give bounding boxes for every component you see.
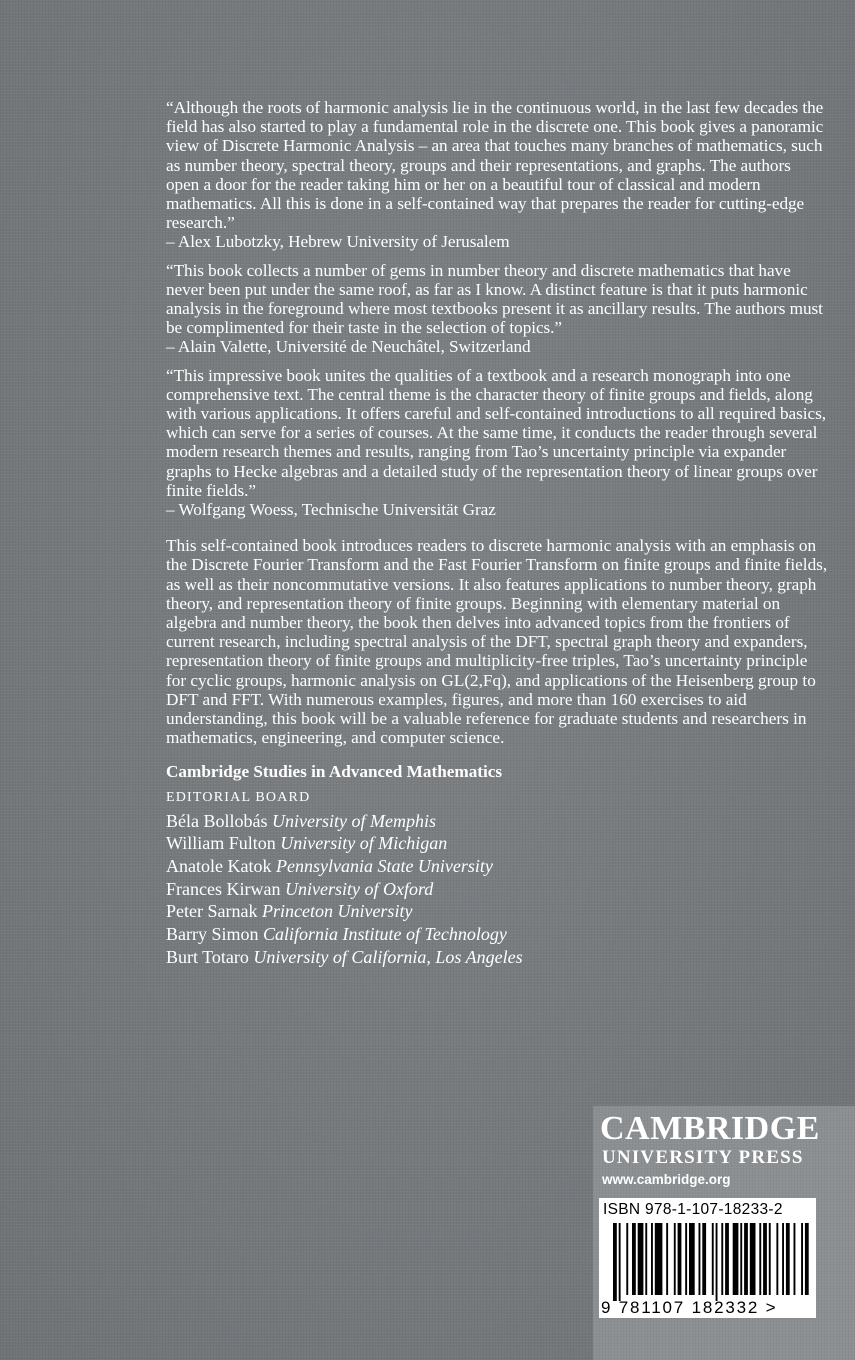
back-cover-content bbox=[166, 98, 828, 968]
board-member-institution: Princeton University bbox=[261, 901, 413, 922]
barcode-bar bbox=[712, 1223, 714, 1295]
board-member-name: Barry Simon bbox=[166, 924, 259, 945]
cambridge-logo bbox=[600, 1110, 830, 1189]
barcode-bar bbox=[786, 1223, 790, 1295]
board-member-institution: California Institute of Technology bbox=[263, 924, 507, 945]
editorial-board-heading: EDITORIAL BOARD bbox=[166, 789, 311, 805]
barcode-bar bbox=[632, 1223, 636, 1295]
publisher-url: www.cambridge.org bbox=[602, 1172, 731, 1187]
board-member-institution: University of Oxford bbox=[284, 878, 434, 899]
barcode-bar bbox=[638, 1223, 644, 1295]
board-member bbox=[166, 878, 828, 901]
barcode-bar bbox=[613, 1223, 617, 1301]
series-title: Cambridge Studies in Advanced Mathematics bbox=[166, 761, 503, 781]
barcode-bar bbox=[763, 1223, 767, 1295]
barcode-bar bbox=[685, 1223, 687, 1295]
board-member-name: Anatole Katok bbox=[166, 855, 272, 876]
publisher-name: CAMBRIDGE bbox=[600, 1110, 820, 1147]
board-member bbox=[166, 923, 828, 946]
review-lubotzky bbox=[166, 98, 828, 252]
review-quote: “This impressive book unites the qualities of a textbook and a research monograph into one comprehensive text. The central theme is the character theory of finite groups and fields, along with various applications. It offers careful and self-contained introductions to all required basics, which can serve for a series of courses. At the same time, it conducts the reader through several modern research themes and results, ranging from Tao’s uncertainty principle via expander graphs to Hecke algebras and a detailed study of the representation theory of linear groups over finite fields.” bbox=[166, 365, 826, 500]
review-woess bbox=[166, 366, 828, 520]
barcode-bar bbox=[769, 1223, 771, 1295]
barcode-bar bbox=[678, 1223, 682, 1295]
barcode-bar bbox=[651, 1223, 653, 1295]
isbn-label: ISBN 978-1-107-18233-2 bbox=[603, 1201, 783, 1218]
board-member bbox=[166, 810, 828, 833]
board-member-name: William Fulton bbox=[166, 833, 276, 854]
editorial-board-list bbox=[166, 810, 828, 969]
review-attribution: – Wolfgang Woess, Technische Universität Graz bbox=[166, 500, 496, 520]
barcode-bar bbox=[740, 1223, 742, 1295]
board-member-institution: University of Memphis bbox=[272, 810, 436, 831]
review-quote: “This book collects a number of gems in number theory and discrete mathematics that have never been put under the same roof, as far as I know. A distinct feature is that it puts harmonic analysis in the foreground where most textbooks present it as ancillary results. The authors must be complimented for their taste in the selection of topics.” bbox=[166, 260, 823, 338]
board-member bbox=[166, 946, 828, 969]
barcode-bar bbox=[750, 1223, 756, 1295]
board-member bbox=[166, 855, 828, 878]
review-valette bbox=[166, 261, 828, 357]
board-member bbox=[166, 900, 828, 923]
barcode-bar bbox=[744, 1223, 748, 1295]
review-attribution: – Alain Valette, Université de Neuchâtel, Switzerland bbox=[166, 337, 531, 357]
barcode-bar bbox=[794, 1223, 796, 1295]
board-member-institution: Pennsylvania State University bbox=[275, 855, 493, 876]
review-attribution: – Alex Lubotzky, Hebrew University of Jerusalem bbox=[166, 232, 510, 252]
ean-digits: 9 781107 182332 > bbox=[601, 1298, 778, 1317]
barcode-bar bbox=[801, 1223, 803, 1295]
barcode-bar bbox=[702, 1223, 706, 1295]
board-member-institution: University of California, Los Angeles bbox=[253, 946, 523, 967]
barcode-bar bbox=[782, 1223, 784, 1295]
barcode-bar bbox=[721, 1223, 723, 1295]
barcode-bar bbox=[626, 1223, 628, 1295]
review-quote: “Although the roots of harmonic analysis lie in the continuous world, in the last few decades the field has also started to play a fundamental role in the discrete one. This book gives a panoramic view of Discrete Harmonic Analysis – an area that touches many branches of mathematics, such as number theory, spectral theory, groups and their representations, and graphs. The authors open a door for the reader taking him or her on a beautiful tour of classical and modern mathematics. All this is done in a self-contained way that prepares the reader for cutting-edge research.” bbox=[166, 98, 824, 233]
board-member bbox=[166, 832, 828, 855]
barcode-bar bbox=[725, 1223, 729, 1295]
board-member-institution: University of Michigan bbox=[280, 833, 448, 854]
board-member-name: Burt Totaro bbox=[166, 946, 249, 967]
book-description: This self-contained book introduces readers to discrete harmonic analysis with an emphasis on the Discrete Fourier Transform and the Fast Fourier Transform on finite groups and finite fields, as well as their noncommutative versions. It also features applications to number theory, graph theory, and representation theory of finite groups. Beginning with elementary material on algebra and number theory, the book then delves into advanced topics from the frontiers of current research, including spectral analysis of the DFT, spectral graph theory and expanders, representation theory of finite groups and multiplicity-free triples, Tao’s uncertainty principle for cyclic groups, harmonic analysis on GL(2,Fq), and applications of the Heisenberg group to DFT and FFT. With numerous examples, figures, and more than 160 exercises to aid understanding, this book will be a valuable reference for graduate students and researchers in mathematics, engineering, and computer science. bbox=[166, 536, 828, 748]
board-member-name: Béla Bollobás bbox=[166, 810, 268, 831]
barcode-bar bbox=[674, 1223, 676, 1295]
barcode-bar bbox=[666, 1223, 668, 1295]
board-member-name: Peter Sarnak bbox=[166, 901, 258, 922]
barcode-bar bbox=[645, 1223, 647, 1295]
isbn-barcode bbox=[599, 1198, 816, 1318]
barcode-bar bbox=[619, 1223, 621, 1301]
barcode-bar bbox=[655, 1223, 663, 1295]
barcode-bar bbox=[716, 1223, 718, 1301]
publisher-press: UNIVERSITY PRESS bbox=[602, 1147, 804, 1168]
barcode-bar bbox=[699, 1223, 701, 1295]
publisher-panel bbox=[593, 1106, 855, 1360]
barcode-bar bbox=[805, 1223, 809, 1295]
barcode-bar bbox=[759, 1223, 761, 1295]
barcode-bar bbox=[776, 1223, 778, 1295]
board-member-name: Frances Kirwan bbox=[166, 878, 281, 899]
barcode-bar bbox=[733, 1223, 739, 1295]
barcode-bar bbox=[689, 1223, 695, 1295]
